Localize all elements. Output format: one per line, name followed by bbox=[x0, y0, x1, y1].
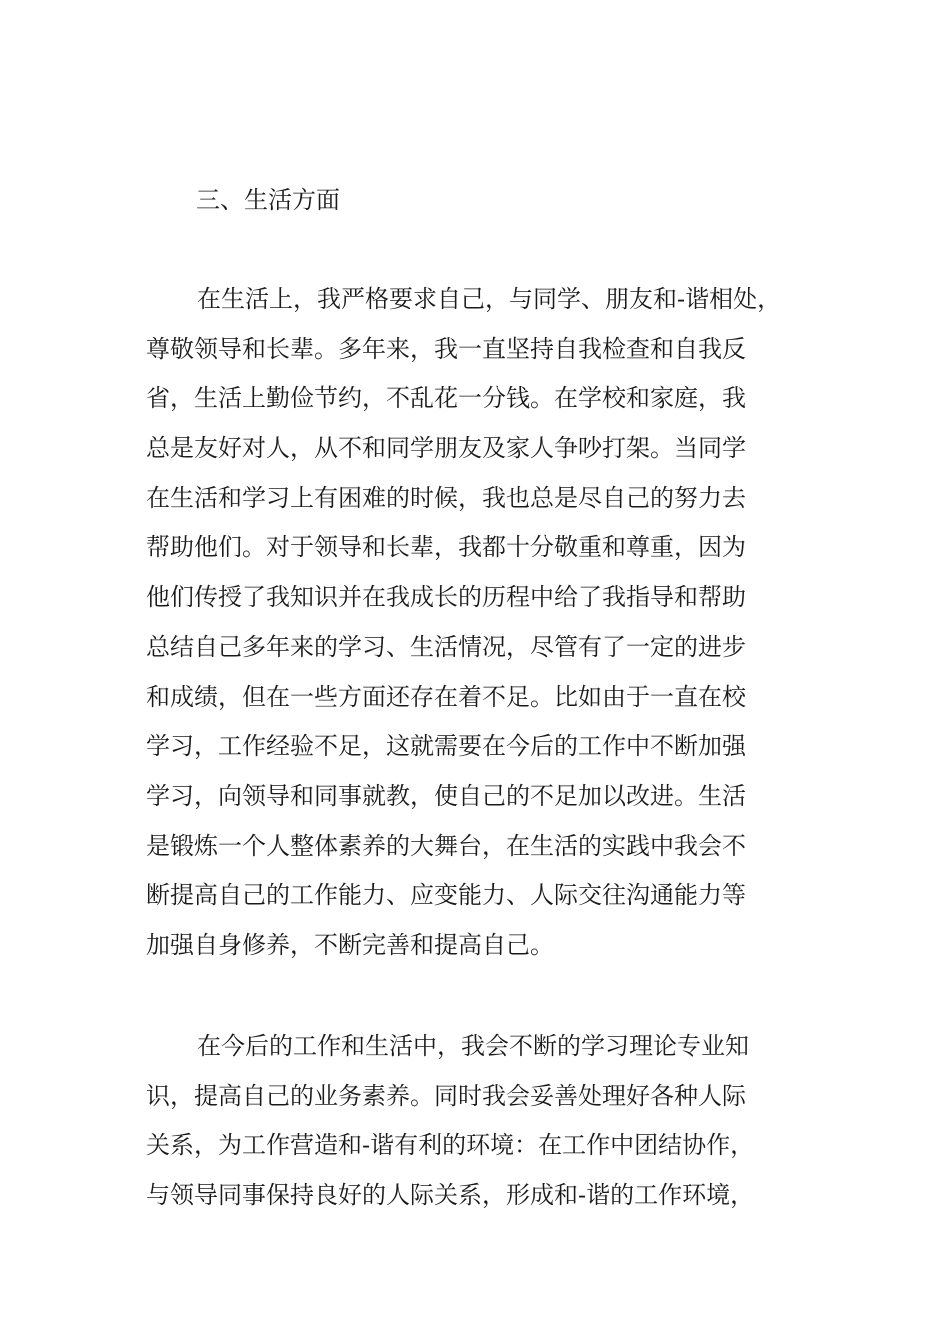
paragraph-1 bbox=[146, 275, 781, 971]
paragraph-line: 断提高自己的工作能力、应变能力、人际交往沟通能力等 bbox=[146, 881, 746, 910]
paragraph-line: 与领导同事保持良好的人际关系，形成和-谐的工作环境， bbox=[146, 1181, 755, 1210]
paragraph-line: 和成绩，但在一些方面还存在着不足。比如由于一直在校 bbox=[146, 682, 746, 711]
paragraph-line: 省，生活上勤俭节约，不乱花一分钱。在学校和家庭，我 bbox=[146, 384, 746, 413]
paragraph-line: 在生活上，我严格要求自己，与同学、朋友和-谐相处， bbox=[197, 285, 782, 313]
paragraph-line: 总是友好对人，从不和同学朋友及家人争吵打架。当同学 bbox=[146, 434, 746, 463]
paragraph-line: 是锻炼一个人整体素养的大舞台，在生活的实践中我会不 bbox=[146, 831, 746, 860]
paragraph-line: 识，提高自己的业务素养。同时我会妥善处理好各种人际 bbox=[146, 1081, 746, 1110]
paragraph-line: 学习，工作经验不足，这就需要在今后的工作中不断加强 bbox=[146, 732, 746, 761]
paragraph-line: 尊敬领导和长辈。多年来，我一直坚持自我检查和自我反 bbox=[146, 334, 746, 363]
paragraph-line: 他们传授了我知识并在我成长的历程中给了我指导和帮助 bbox=[146, 583, 746, 612]
paragraph-line: 关系，为工作营造和-谐有利的环境：在工作中团结协作， bbox=[146, 1131, 755, 1160]
paragraph-line: 帮助他们。对于领导和长辈，我都十分敬重和尊重，因为 bbox=[146, 533, 746, 562]
paragraph-2 bbox=[146, 1022, 754, 1221]
paragraph-line: 学习，向领导和同事就教，使自己的不足加以改进。生活 bbox=[146, 781, 746, 810]
paragraph-line: 总结自己多年来的学习、生活情况，尽管有了一定的进步 bbox=[146, 632, 746, 661]
paragraph-line: 在生活和学习上有困难的时候，我也总是尽自己的努力去 bbox=[146, 483, 746, 512]
paragraph-line: 加强自身修养，不断完善和提高自己。 bbox=[146, 930, 554, 959]
paragraph-line: 在今后的工作和生活中，我会不断的学习理论专业知 bbox=[197, 1032, 749, 1060]
section-heading: 三、生活方面 bbox=[196, 186, 340, 214]
